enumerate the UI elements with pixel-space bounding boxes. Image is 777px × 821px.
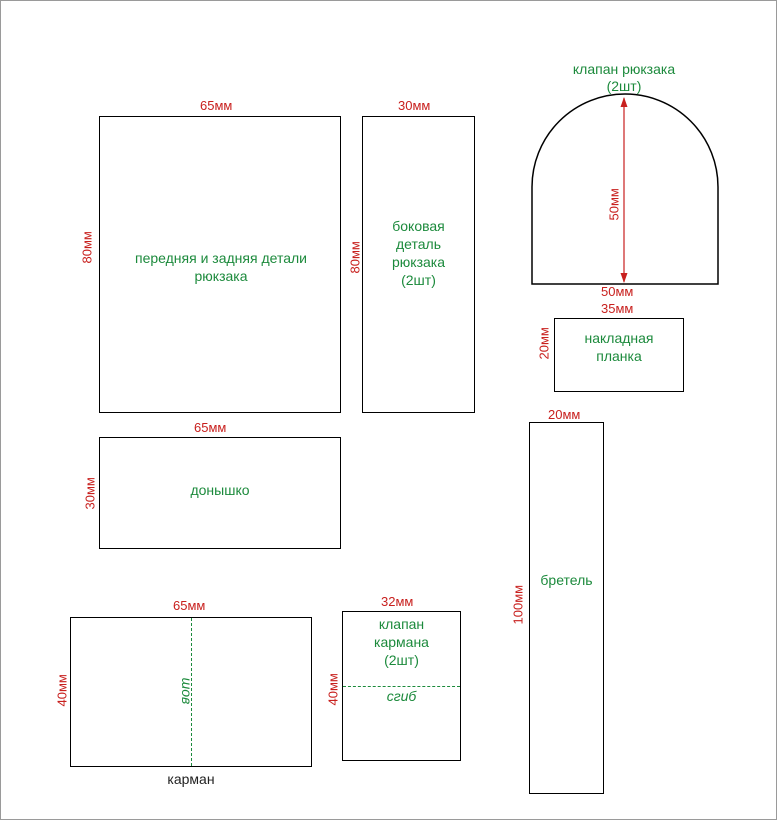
strip-width: 35мм xyxy=(601,301,634,316)
strip-label-1: накладная xyxy=(584,330,654,346)
pocket-flap-label-3: (2шт) xyxy=(384,652,419,668)
front-back-height: 80мм xyxy=(79,231,95,264)
bottom-height: 30мм xyxy=(82,477,98,510)
pocket-flap-width: 32мм xyxy=(381,594,414,609)
flap-height: 50мм xyxy=(606,188,622,221)
pocket-flap-height: 40мм xyxy=(325,673,341,706)
pocket-width: 65мм xyxy=(173,598,206,613)
pocket-seam-label: шов xyxy=(179,677,195,705)
strip-label-2: планка xyxy=(596,348,642,364)
side-height: 80мм xyxy=(347,241,363,274)
pocket-label: карман xyxy=(167,771,215,787)
bottom-width: 65мм xyxy=(194,420,227,435)
side-label-4: (2шт) xyxy=(401,272,436,288)
strip-height: 20мм xyxy=(536,327,552,360)
strap-piece xyxy=(529,422,604,794)
side-label-3: рюкзака xyxy=(392,254,445,270)
strap-height: 100мм xyxy=(510,584,526,625)
pocket-flap-label-2: кармана xyxy=(374,634,429,650)
side-label-1: боковая xyxy=(392,218,445,234)
flap-title-2: (2шт) xyxy=(606,78,642,94)
side-width: 30мм xyxy=(398,98,431,113)
front-back-label: передняя и задняя детали рюкзака xyxy=(135,250,307,284)
pocket-flap-fold-label: сгиб xyxy=(386,688,417,704)
flap-width: 50мм xyxy=(601,284,634,299)
pocket-height: 40мм xyxy=(54,674,70,707)
bottom-label: донышко xyxy=(190,482,250,498)
flap-title-1: клапан рюкзака xyxy=(572,61,676,77)
strap-width: 20мм xyxy=(548,407,581,422)
front-back-width: 65мм xyxy=(200,98,233,113)
pocket-flap-label-1: клапан xyxy=(378,616,425,632)
side-label-2: деталь xyxy=(396,236,441,252)
strap-label: бретель xyxy=(540,572,593,588)
